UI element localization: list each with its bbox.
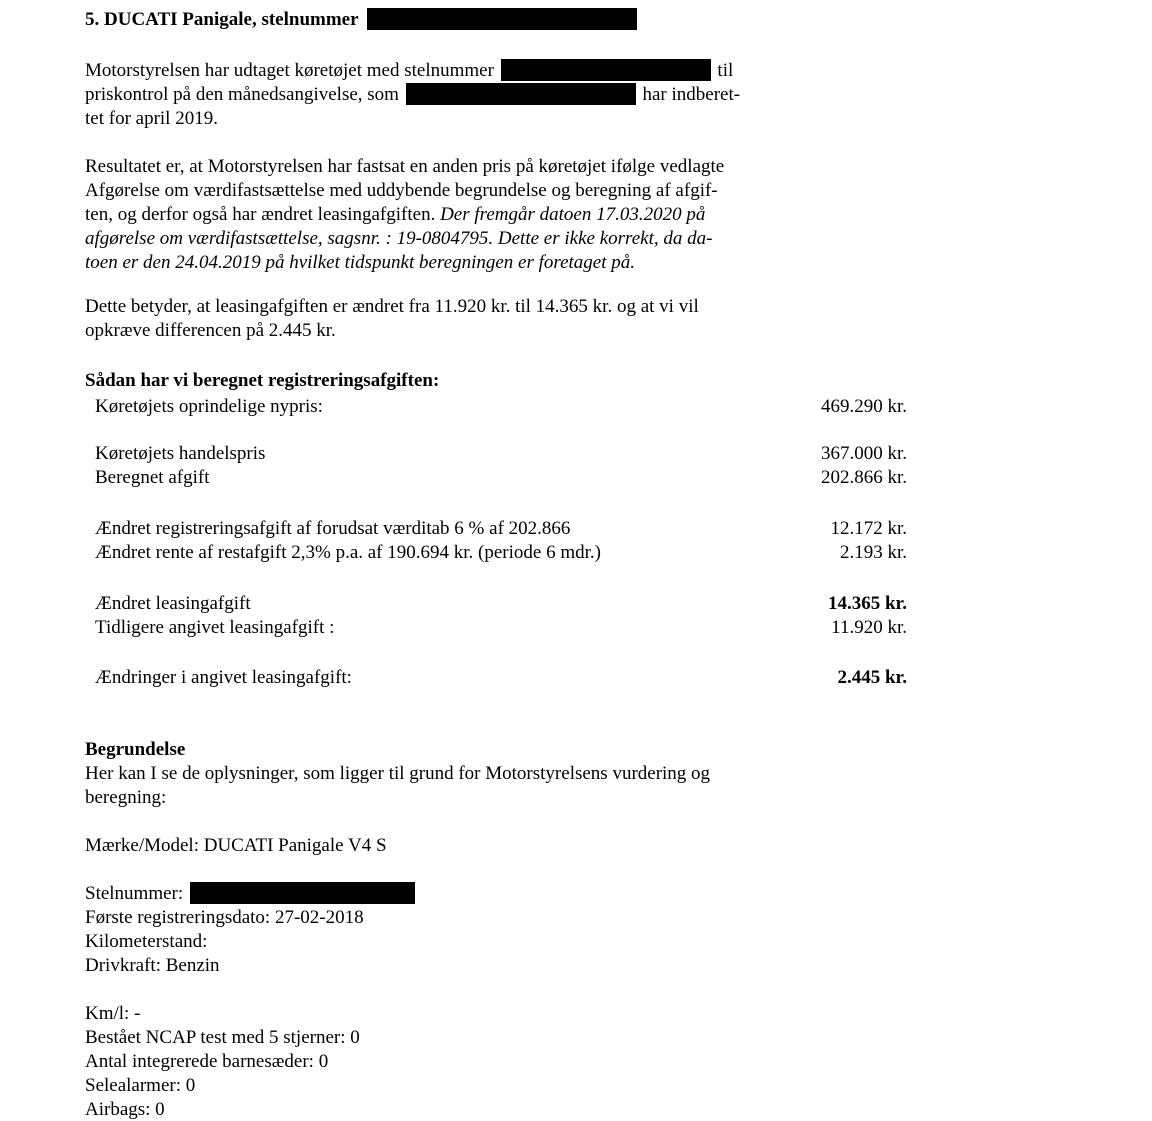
result-line xyxy=(85,203,785,227)
calculation-title: Sådan har vi beregnet registreringsafgiften: xyxy=(85,370,440,391)
calc-row-original-price xyxy=(85,395,907,419)
reasoning-title: Begrundelse xyxy=(85,739,186,760)
calc-label: Beregnet afgift xyxy=(95,467,210,488)
calc-label: Ændringer i angivet leasingafgift: xyxy=(95,667,352,688)
vehicle-child-seats: Antal integrerede barnesæder: 0 xyxy=(85,1051,329,1072)
result-line: Resultatet er, at Motorstyrelsen har fastsat en anden pris på køretøjet ifølge vedlagte xyxy=(85,156,725,177)
intro-text: til xyxy=(717,60,734,81)
calc-row-changed-leasing-fee xyxy=(85,592,907,616)
result-italic-text: Der fremgår datoen 17.03.2020 på xyxy=(440,204,706,225)
result-text: ten, og derfor også har ændret leasingafgiften. xyxy=(85,204,436,225)
calc-label: Ændret rente af restafgift 2,3% p.a. af 190.694 kr. (periode 6 mdr.) xyxy=(95,542,601,563)
meaning-line: Dette betyder, at leasingafgiften er ændret fra 11.920 kr. til 14.365 kr. og at vi vil xyxy=(85,296,699,317)
calc-row-trade-price xyxy=(85,442,907,466)
vehicle-fuel: Drivkraft: Benzin xyxy=(85,955,220,976)
vehicle-mileage: Kilometerstand: xyxy=(85,931,208,952)
reasoning-line: beregning: xyxy=(85,787,167,808)
intro-text: priskontrol på den månedsangivelse, som xyxy=(85,84,399,105)
section-heading xyxy=(85,8,637,31)
reasoning-line: Her kan I se de oplysninger, som ligger til grund for Motorstyrelsens vurdering og xyxy=(85,763,711,784)
vehicle-seatbelt-alarms: Selealarmer: 0 xyxy=(85,1075,196,1096)
calc-label: Ændret leasingafgift xyxy=(95,593,251,614)
vehicle-kml: Km/l: - xyxy=(85,1003,141,1024)
result-line: afgørelse om værdifastsættelse, sagsnr. : 19-0804795. Dette er ikke korrekt, da da- xyxy=(85,228,713,249)
vehicle-stelnummer xyxy=(85,882,415,905)
redaction-block xyxy=(501,59,711,81)
calc-label: Køretøjets handelspris xyxy=(95,443,266,464)
redaction-block xyxy=(406,83,636,105)
calc-value: 12.172 kr. xyxy=(830,518,907,539)
redaction-block xyxy=(190,882,415,904)
calc-label: Køretøjets oprindelige nypris: xyxy=(95,396,323,417)
calc-label: Ændret registreringsafgift af forudsat værditab 6 % af 202.866 xyxy=(95,518,571,539)
calc-value: 2.193 kr. xyxy=(839,542,907,563)
result-line: toen er den 24.04.2019 på hvilket tidspunkt beregningen er foretaget på. xyxy=(85,252,636,273)
calc-value: 469.290 kr. xyxy=(820,396,907,417)
meaning-paragraph xyxy=(85,295,785,343)
meaning-line: opkræve differencen på 2.445 kr. xyxy=(85,320,336,341)
vehicle-airbags: Airbags: 0 xyxy=(85,1099,165,1120)
vehicle-first-registration: Første registreringsdato: 27-02-2018 xyxy=(85,907,364,928)
intro-paragraph xyxy=(85,59,785,131)
redaction-block xyxy=(367,8,637,30)
result-paragraph xyxy=(85,155,785,275)
stelnummer-label: Stelnummer: xyxy=(85,883,184,904)
calc-value: 11.920 kr. xyxy=(831,617,907,638)
calc-row-changed-interest xyxy=(85,541,907,565)
calc-value: 202.866 kr. xyxy=(820,467,907,488)
calc-value: 367.000 kr. xyxy=(820,443,907,464)
result-line: Afgørelse om værdifastsættelse med uddybende begrundelse og beregning af afgif- xyxy=(85,180,718,201)
intro-text: Motorstyrelsen har udtaget køretøjet med stelnummer xyxy=(85,60,494,81)
calc-row-changed-registration-fee xyxy=(85,517,907,541)
heading-text: 5. DUCATI Panigale, stelnummer xyxy=(85,9,359,30)
vehicle-ncap: Bestået NCAP test med 5 stjerner: 0 xyxy=(85,1027,360,1048)
intro-line xyxy=(85,83,785,107)
vehicle-model: Mærke/Model: DUCATI Panigale V4 S xyxy=(85,835,387,856)
calc-label: Tidligere angivet leasingafgift : xyxy=(95,617,335,638)
calc-row-previous-leasing-fee xyxy=(85,616,907,640)
calc-row-leasing-fee-changes xyxy=(85,666,907,690)
intro-line: tet for april 2019. xyxy=(85,108,218,129)
calc-value: 14.365 kr. xyxy=(827,593,907,614)
intro-text: har indberet- xyxy=(642,84,741,105)
calc-row-calculated-fee xyxy=(85,466,907,490)
calc-value: 2.445 kr. xyxy=(837,667,907,688)
intro-line xyxy=(85,59,785,83)
